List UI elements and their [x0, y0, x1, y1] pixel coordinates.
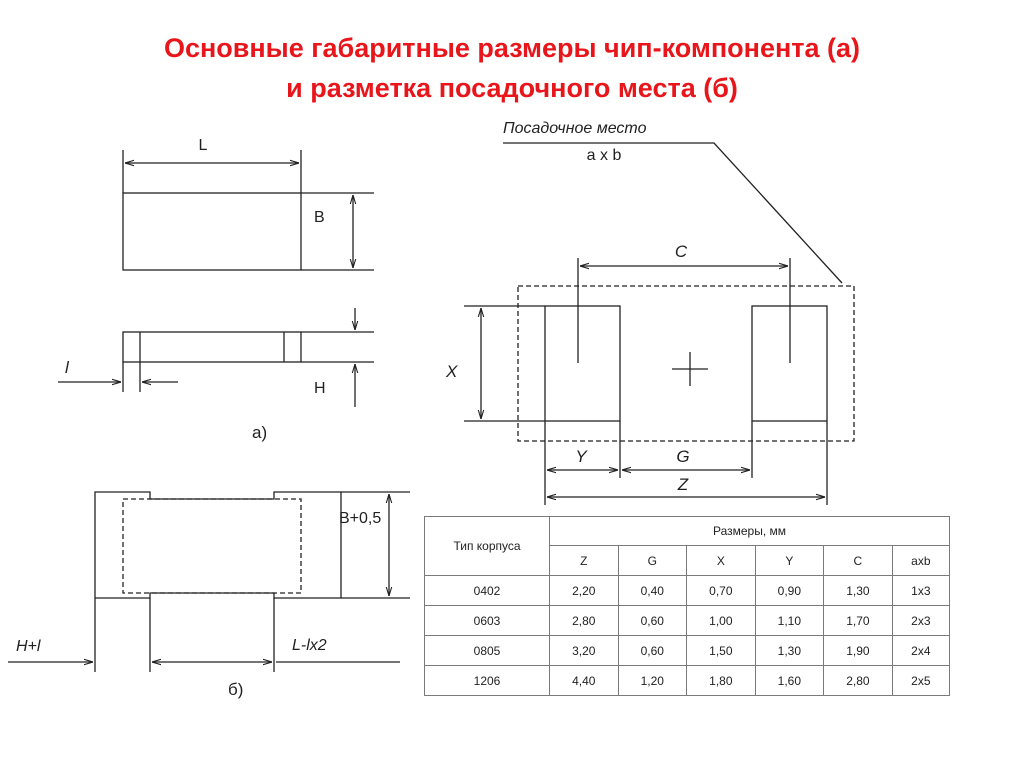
- table-cell: 1,00: [687, 606, 756, 636]
- table-cell: 1,20: [618, 666, 687, 696]
- table-cell: 4,40: [550, 666, 619, 696]
- column-header: G: [618, 546, 687, 576]
- pad-left: [545, 306, 620, 421]
- table-cell: 1x3: [892, 576, 949, 606]
- label-B: B: [314, 209, 325, 226]
- chip-side-view: [123, 332, 301, 362]
- column-header: Z: [550, 546, 619, 576]
- footprint-outline: [95, 492, 341, 598]
- type-header: Тип корпуса: [425, 517, 550, 576]
- table-cell: 1,90: [824, 636, 893, 666]
- dimensions-table: [424, 516, 950, 696]
- table-cell: 2x3: [892, 606, 949, 636]
- label-Y: Y: [575, 447, 587, 466]
- table-cell: 1,10: [755, 606, 824, 636]
- table-cell: 1,50: [687, 636, 756, 666]
- column-header: C: [824, 546, 893, 576]
- table-cell: 2x5: [892, 666, 949, 696]
- label-L: L: [198, 137, 208, 154]
- table-cell: 2x4: [892, 636, 949, 666]
- label-b: б): [228, 680, 244, 699]
- table-row: [425, 666, 950, 696]
- table-cell: 3,20: [550, 636, 619, 666]
- label-Hl: H+l: [16, 638, 41, 655]
- column-header: Y: [755, 546, 824, 576]
- table-cell: 0,40: [618, 576, 687, 606]
- table-cell: 2,80: [824, 666, 893, 696]
- table-row: [425, 576, 950, 606]
- label-l: l: [65, 358, 69, 377]
- group-header: Размеры, мм: [550, 517, 950, 546]
- column-header: axb: [892, 546, 949, 576]
- table-cell: 0,60: [618, 636, 687, 666]
- table-cell: 0,70: [687, 576, 756, 606]
- title-line-1: Основные габаритные размеры чип-компонента (а): [163, 33, 861, 63]
- label-H: H: [314, 380, 326, 397]
- table-cell: 1,30: [824, 576, 893, 606]
- table-cell: 1,60: [755, 666, 824, 696]
- row-type: 0603: [425, 606, 550, 636]
- label-Llx2: L-lx2: [292, 637, 327, 654]
- table-cell: 0,90: [755, 576, 824, 606]
- land-area-outline: [518, 286, 854, 441]
- table-cell: 1,80: [687, 666, 756, 696]
- table-cell: 0,60: [618, 606, 687, 636]
- label-pad-area: Посадочное место: [503, 120, 647, 137]
- column-header: X: [687, 546, 756, 576]
- title-line-2: и разметка посадочного места (б): [286, 73, 738, 103]
- row-type: 1206: [425, 666, 550, 696]
- table-cell: 1,30: [755, 636, 824, 666]
- chip-top-view: [123, 193, 301, 270]
- label-G: G: [676, 447, 690, 466]
- table-cell: 2,80: [550, 606, 619, 636]
- label-X: X: [446, 362, 458, 381]
- leader-line: [503, 143, 842, 283]
- label-a: а): [252, 423, 268, 442]
- row-type: 0805: [425, 636, 550, 666]
- table-row: [425, 606, 950, 636]
- table-cell: 2,20: [550, 576, 619, 606]
- row-type: 0402: [425, 576, 550, 606]
- label-C: C: [674, 242, 688, 261]
- label-axb: a x b: [586, 147, 622, 164]
- label-B05: B+0,5: [339, 510, 382, 527]
- chip-outline-dashed: [123, 499, 301, 593]
- table-cell: 1,70: [824, 606, 893, 636]
- label-Z: Z: [677, 475, 689, 494]
- table-row: [425, 636, 950, 666]
